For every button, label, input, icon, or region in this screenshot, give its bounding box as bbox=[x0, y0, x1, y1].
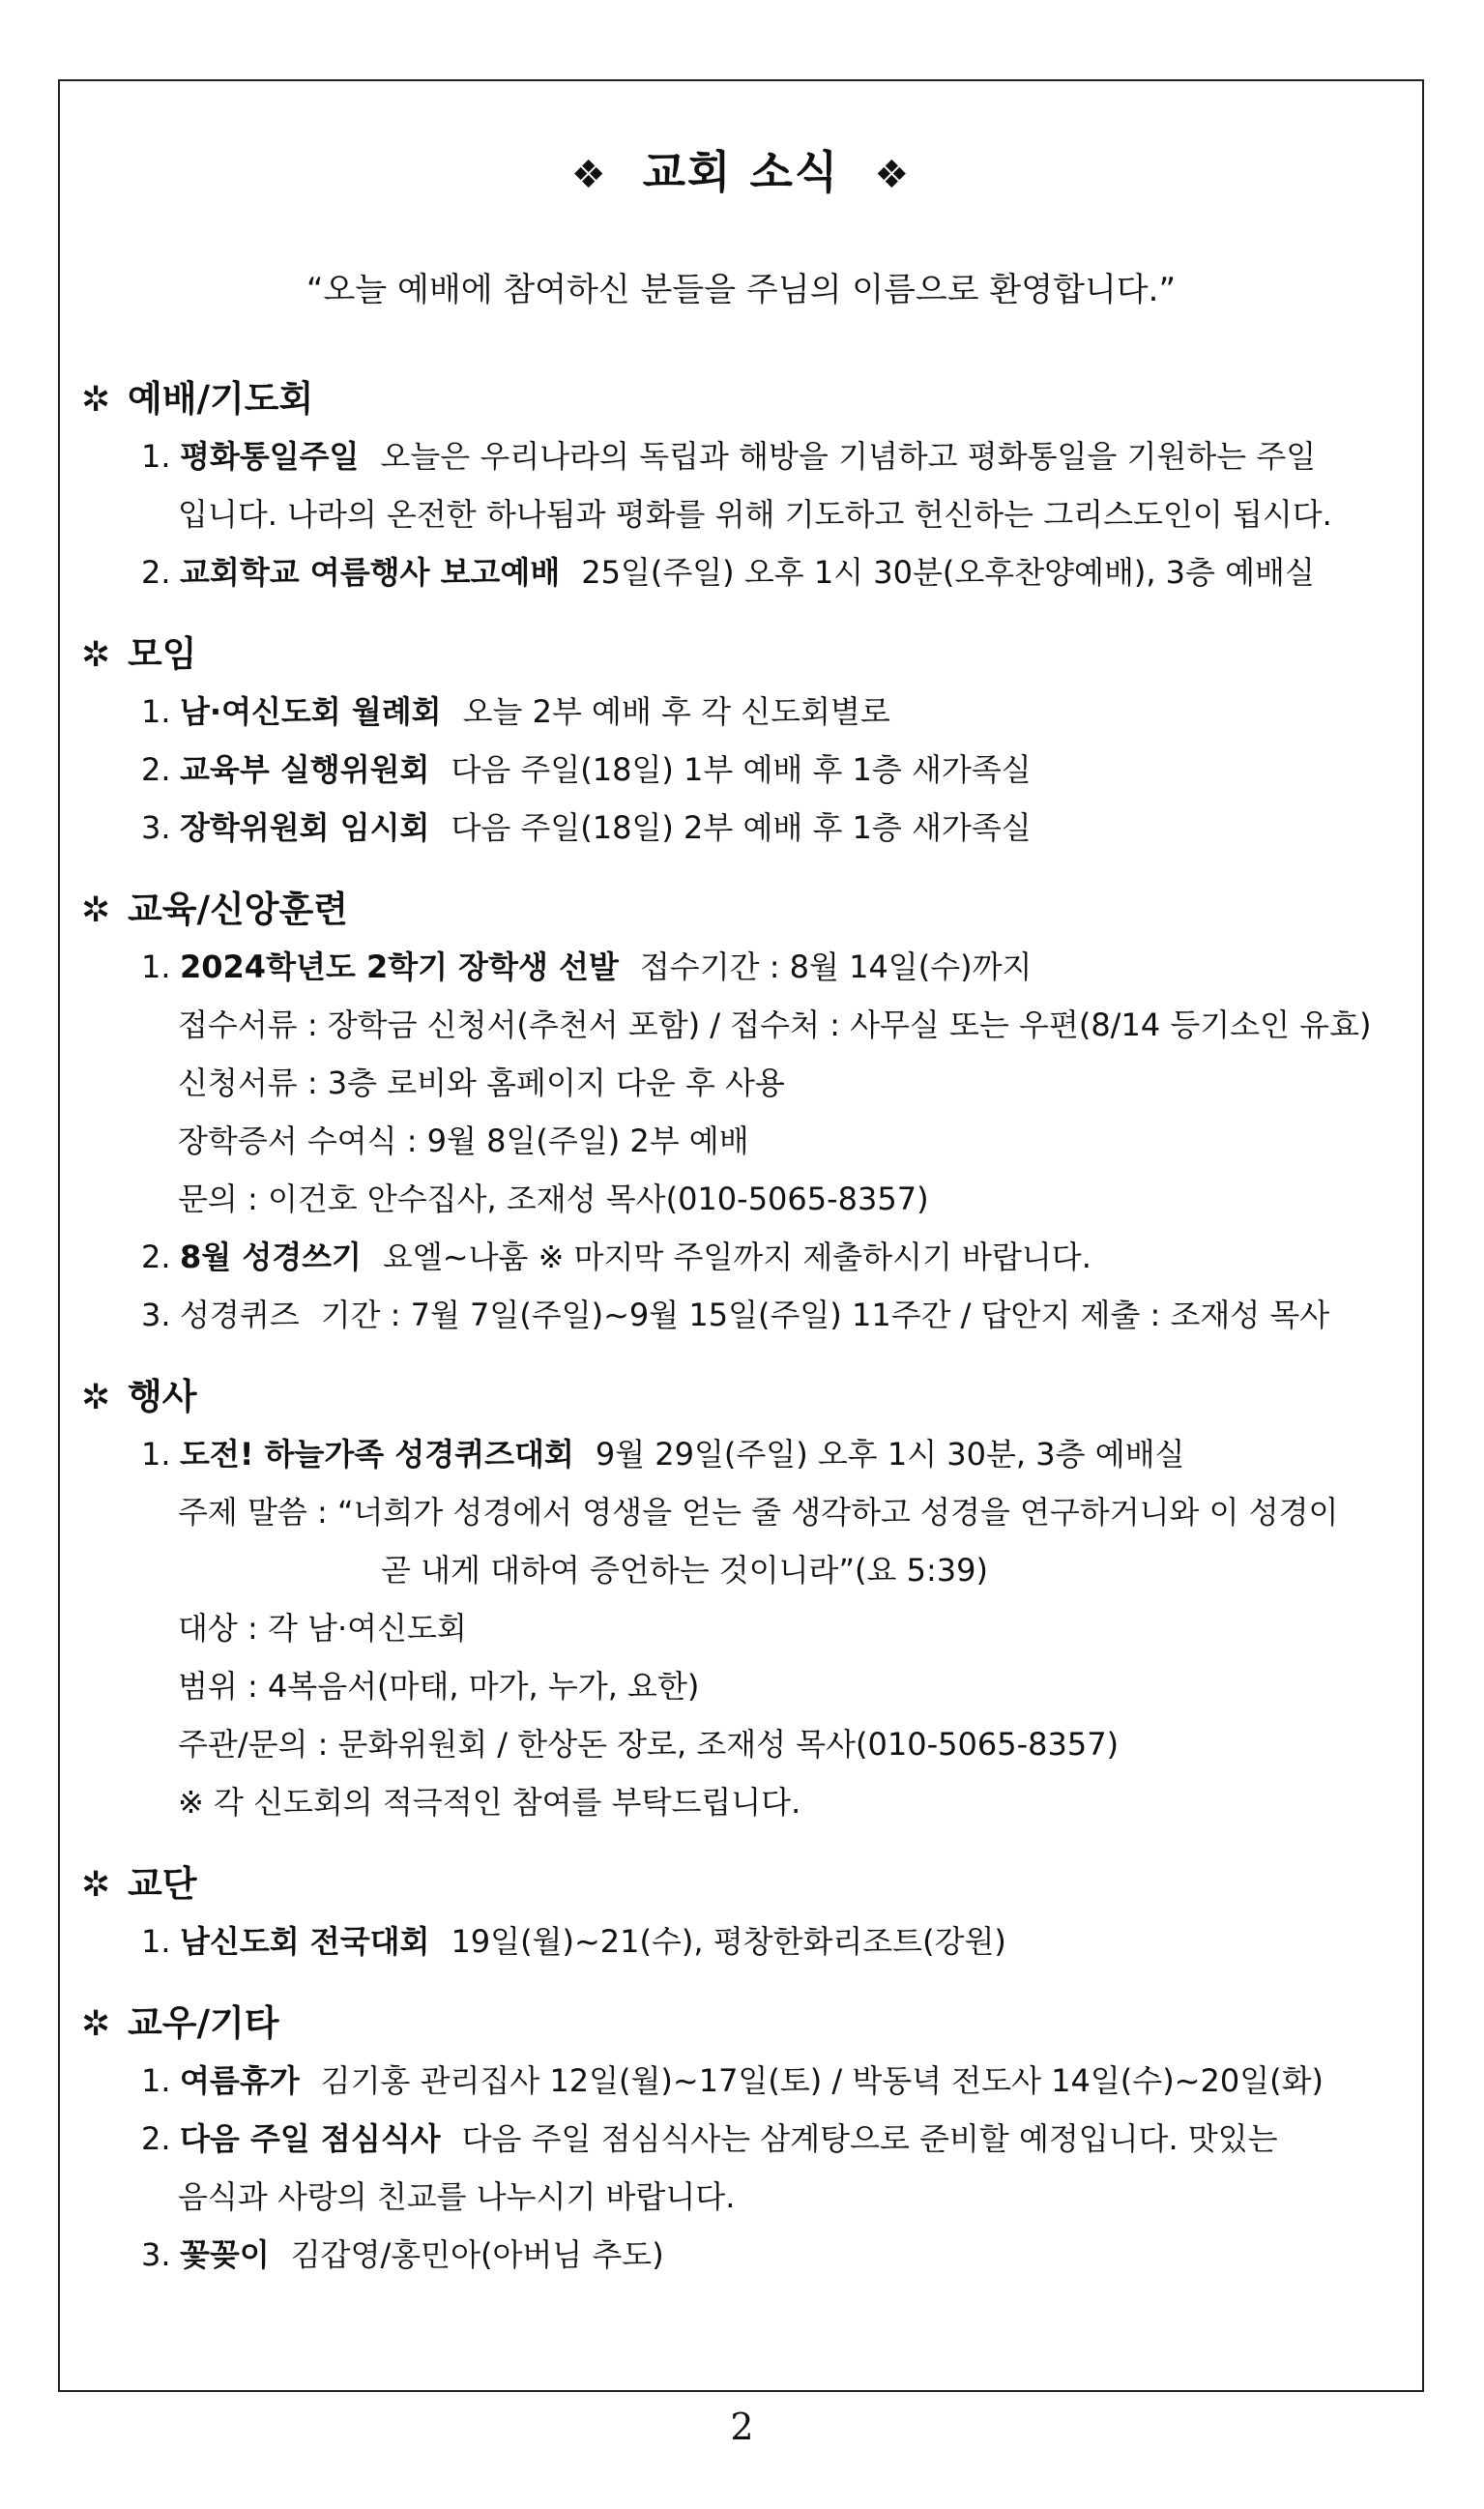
news-section bbox=[81, 1369, 1401, 1831]
item-label: 8월 성경쓰기 bbox=[180, 1239, 362, 1275]
item-detail-line: 장학증서 수여식 : 9월 8일(주일) 2부 예배 bbox=[178, 1123, 749, 1159]
item-text: 다음 주일(18일) 2부 예배 후 1층 새가족실 bbox=[451, 809, 1032, 846]
item-number: 2. bbox=[141, 554, 171, 591]
section-heading-text: 행사 bbox=[128, 1376, 197, 1417]
title-text: 교회 소식 bbox=[642, 146, 840, 198]
item-label: 성경퀴즈 bbox=[180, 1297, 300, 1333]
section-heading-text: 교단 bbox=[128, 1863, 197, 1905]
asterisk-icon: ✲ bbox=[81, 635, 111, 675]
item-label: 교육부 실행위원회 bbox=[180, 751, 430, 788]
item-number: 2. bbox=[141, 751, 171, 788]
item-detail-line: 접수서류 : 장학금 신청서(추천서 포함) / 접수처 : 사무실 또는 우편(8/14 등기소인 유효) bbox=[178, 1007, 1372, 1043]
item-detail-line: 주관/문의 : 문화위원회 / 한상돈 장로, 조재성 목사(010-5065-8357) bbox=[178, 1726, 1120, 1763]
item-text: 김기홍 관리집사 12일(월)~17일(토) / 박동녁 전도사 14일(수)~20일(화) bbox=[320, 2062, 1324, 2099]
item-text: 김갑영/홍민아(아버님 추도) bbox=[290, 2236, 664, 2273]
item-number: 3. bbox=[141, 2236, 171, 2273]
news-content bbox=[81, 371, 1401, 2309]
page-title bbox=[60, 137, 1422, 201]
item-text: 9월 29일(주일) 오후 1시 30분, 3층 예배실 bbox=[595, 1436, 1185, 1473]
section-heading bbox=[81, 627, 1401, 683]
item-number: 1. bbox=[141, 693, 171, 730]
bulletin-frame bbox=[58, 79, 1424, 2392]
list-item bbox=[81, 683, 1401, 741]
news-section bbox=[81, 1856, 1401, 1970]
item-detail-line: 대상 : 각 남·여신도회 bbox=[178, 1610, 467, 1647]
section-heading bbox=[81, 1996, 1401, 2052]
item-detail-line: 곧 내게 대하여 증언하는 것이니라”(요 5:39) bbox=[381, 1552, 988, 1589]
item-number: 2. bbox=[141, 2120, 171, 2157]
list-item bbox=[81, 1228, 1401, 1286]
item-text: 요엘~나훔 ※ 마지막 주일까지 제출하시기 바랍니다. bbox=[382, 1239, 1091, 1275]
section-heading bbox=[81, 1856, 1401, 1912]
item-detail-line: 문의 : 이건호 안수집사, 조재성 목사(010-5065-8357) bbox=[178, 1181, 929, 1217]
list-item bbox=[81, 1286, 1401, 1344]
item-text: 오늘은 우리나라의 독립과 해방을 기념하고 평화통일을 기원하는 주일 bbox=[380, 438, 1317, 475]
item-detail-line: ※ 각 신도회의 적극적인 참여를 부탁드립니다. bbox=[178, 1784, 801, 1821]
list-item bbox=[81, 543, 1401, 601]
item-label: 남신도회 전국대회 bbox=[180, 1923, 430, 1960]
welcome-message: “오늘 예배에 참여하신 분들을 주님의 이름으로 환영합니다.” bbox=[306, 271, 1177, 309]
news-section bbox=[81, 627, 1401, 857]
item-label: 교회학교 여름행사 보고예배 bbox=[180, 554, 561, 591]
section-heading-text: 교육/신앙훈련 bbox=[128, 889, 348, 930]
section-heading bbox=[81, 1369, 1401, 1425]
item-text: 25일(주일) 오후 1시 30분(오후찬양예배), 3층 예배실 bbox=[581, 554, 1315, 591]
list-item bbox=[81, 2226, 1401, 2284]
section-heading-text: 예배/기도회 bbox=[128, 378, 314, 420]
page-number: 2 bbox=[730, 2406, 754, 2448]
item-detail-line: 신청서류 : 3층 로비와 홈페이지 다운 후 사용 bbox=[178, 1065, 785, 1101]
item-number: 3. bbox=[141, 809, 171, 846]
diamond-icon: ❖ bbox=[874, 153, 912, 197]
section-heading-text: 모임 bbox=[128, 633, 197, 675]
item-label: 여름휴가 bbox=[180, 2062, 300, 2099]
diamond-icon: ❖ bbox=[570, 153, 608, 197]
asterisk-icon: ✲ bbox=[81, 1865, 111, 1905]
news-section bbox=[81, 882, 1401, 1344]
list-item bbox=[81, 1912, 1401, 1970]
item-number: 3. bbox=[141, 1297, 171, 1333]
list-item bbox=[81, 1425, 1401, 1483]
item-text: 접수기간 : 8월 14일(수)까지 bbox=[639, 948, 1033, 985]
asterisk-icon: ✲ bbox=[81, 2004, 111, 2044]
item-number: 1. bbox=[141, 1436, 171, 1473]
item-number: 1. bbox=[141, 438, 171, 475]
item-detail-line: 입니다. 나라의 온전한 하나됨과 평화를 위해 기도하고 헌신하는 그리스도인이 됩시다. bbox=[178, 496, 1332, 533]
item-number: 1. bbox=[141, 948, 171, 985]
item-detail-line: 음식과 사랑의 친교를 나누시기 바랍니다. bbox=[178, 2178, 736, 2215]
list-item bbox=[81, 2110, 1401, 2168]
item-text: 19일(월)~21(수), 평창한화리조트(강원) bbox=[451, 1923, 1006, 1960]
section-heading bbox=[81, 371, 1401, 427]
list-item bbox=[81, 2052, 1401, 2110]
item-number: 1. bbox=[141, 1923, 171, 1960]
list-item bbox=[81, 799, 1401, 857]
section-heading-text: 교우/기타 bbox=[128, 2002, 279, 2044]
item-text: 기간 : 7월 7일(주일)~9월 15일(주일) 11주간 / 답안지 제출 : 조재성 목사 bbox=[320, 1297, 1330, 1333]
item-text: 오늘 2부 예배 후 각 신도회별로 bbox=[462, 693, 890, 730]
list-item bbox=[81, 741, 1401, 799]
item-text: 다음 주일 점심식사는 삼계탕으로 준비할 예정입니다. 맛있는 bbox=[461, 2120, 1278, 2157]
news-section bbox=[81, 371, 1401, 601]
item-detail-line: 범위 : 4복음서(마태, 마가, 누가, 요한) bbox=[178, 1668, 700, 1705]
asterisk-icon: ✲ bbox=[81, 890, 111, 930]
asterisk-icon: ✲ bbox=[81, 1378, 111, 1417]
item-number: 1. bbox=[141, 2062, 171, 2099]
item-text: 다음 주일(18일) 1부 예배 후 1층 새가족실 bbox=[451, 751, 1032, 788]
item-label: 꽃꽂이 bbox=[180, 2236, 270, 2273]
item-label: 평화통일주일 bbox=[180, 438, 360, 475]
item-number: 2. bbox=[141, 1239, 171, 1275]
section-heading bbox=[81, 882, 1401, 938]
item-label: 2024학년도 2학기 장학생 선발 bbox=[180, 948, 619, 985]
item-label: 도전! 하늘가족 성경퀴즈대회 bbox=[180, 1436, 574, 1473]
item-label: 장학위원회 임시회 bbox=[180, 809, 430, 846]
news-section bbox=[81, 1996, 1401, 2284]
item-label: 남·여신도회 월례회 bbox=[180, 693, 442, 730]
asterisk-icon: ✲ bbox=[81, 380, 111, 420]
item-label: 다음 주일 점심식사 bbox=[180, 2120, 441, 2157]
item-detail-line: 주제 말씀 : “너희가 성경에서 영생을 얻는 줄 생각하고 성경을 연구하거니와 이 성경이 bbox=[178, 1494, 1339, 1531]
list-item bbox=[81, 427, 1401, 485]
list-item bbox=[81, 938, 1401, 996]
